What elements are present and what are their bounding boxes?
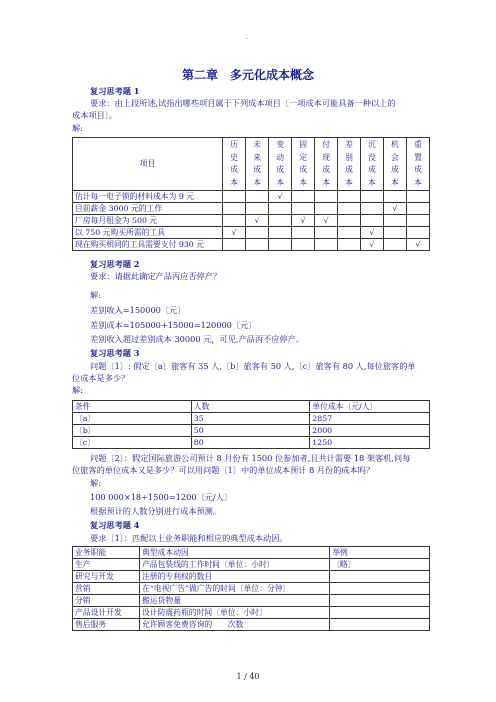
table-cell: 分销 xyxy=(73,595,140,607)
q3-calculation: 100 000×18÷1500=1200〔元/人〕 xyxy=(90,492,233,502)
header-char: 机 xyxy=(391,140,399,149)
check-mark-cell xyxy=(292,239,315,251)
header-char: 成 xyxy=(253,165,261,174)
header-char: 变 xyxy=(276,140,285,149)
q1-answer-label: 解: xyxy=(72,123,83,133)
column-header: 典型成本动因 xyxy=(140,547,330,559)
table-cell: 35 xyxy=(191,413,309,425)
check-mark-cell xyxy=(315,203,338,215)
table-row xyxy=(73,203,430,215)
header-char: 动 xyxy=(276,152,285,162)
header-char: 成 xyxy=(322,165,331,174)
check-mark-cell xyxy=(338,203,361,215)
q2-heading: 复习思考题 2 xyxy=(90,259,140,269)
header-char: 成 xyxy=(391,165,399,174)
check-mark-cell: √ xyxy=(360,227,383,239)
unit-cost-table xyxy=(72,400,430,449)
check-mark-cell: √ xyxy=(269,191,292,203)
row-label: 估计每一电子锁的材料成本为 9 元 xyxy=(73,191,223,203)
check-mark-cell xyxy=(246,203,269,215)
q1-requirement-line1: 要求：由上段所述,试指出哪些项目属于下列成本项目〔一项成本可能具备一种以上的 xyxy=(90,98,396,108)
check-mark-cell xyxy=(360,215,383,227)
table-row xyxy=(73,437,430,449)
cost-type-header xyxy=(292,138,315,191)
row-label: 现在购买相同的工具需要支付 930 元 xyxy=(73,239,223,251)
check-mark-cell xyxy=(246,239,269,251)
header-dot: . xyxy=(246,34,248,41)
q3-heading: 复习思考题 3 xyxy=(90,348,140,358)
check-mark-cell: √ xyxy=(292,215,315,227)
header-char: 付 xyxy=(322,140,331,149)
check-mark-cell xyxy=(223,203,246,215)
cost-type-header xyxy=(223,138,246,191)
table-cell: 在“电视广告”做广告的时间〔单位：分钟〕 xyxy=(140,583,330,595)
table-cell: 〔a〕 xyxy=(73,413,192,425)
table-cell: 〔c〕 xyxy=(73,437,192,449)
table-row xyxy=(73,559,430,571)
cost-driver-table xyxy=(72,546,430,631)
header-char: 成 xyxy=(414,165,422,174)
table-cell: 注册的专利权的数目 xyxy=(140,571,330,583)
column-header: 举例 xyxy=(330,547,430,559)
check-mark-cell: √ xyxy=(223,227,246,239)
header-char: 定 xyxy=(299,152,308,162)
check-mark-cell xyxy=(315,227,338,239)
header-char: 本 xyxy=(368,177,376,187)
row-label: 以 750 元购买所需的工具 xyxy=(73,227,223,239)
header-char: 本 xyxy=(345,177,353,187)
check-mark-cell xyxy=(360,203,383,215)
check-mark-cell xyxy=(269,215,292,227)
header-char: 沉 xyxy=(368,140,376,149)
header-char: 史 xyxy=(230,152,238,162)
table-cell: 〔b〕 xyxy=(73,425,192,437)
table-cell xyxy=(330,619,430,631)
table-row xyxy=(73,607,430,619)
check-mark-cell xyxy=(223,191,246,203)
check-mark-cell xyxy=(338,227,361,239)
check-mark-cell: √ xyxy=(315,215,338,227)
table-cell: 允许顾客免费咨询的 次数 xyxy=(140,619,330,631)
q3-note: 根据预计的人数分别进行成本预测。 xyxy=(90,506,222,516)
table-cell xyxy=(330,595,430,607)
header-char: 本 xyxy=(230,177,238,187)
q1-heading: 复习思考题 1 xyxy=(90,86,140,96)
row-label: 目前薪金 3000 元的工作 xyxy=(73,203,223,215)
cost-type-header xyxy=(269,138,292,191)
table-cell xyxy=(330,583,430,595)
table-cell: 营销 xyxy=(73,583,140,595)
table-cell: 2857 xyxy=(310,413,430,425)
table-cell: 产品设计开发 xyxy=(73,607,140,619)
check-mark-cell: √ xyxy=(246,215,269,227)
column-header: 业务职能 xyxy=(73,547,140,559)
column-header: 条件 xyxy=(73,401,192,413)
header-char: 成 xyxy=(276,165,285,174)
check-mark-cell xyxy=(246,227,269,239)
row-label: 厂房每月租金为 500 元 xyxy=(73,215,223,227)
q3-question2-line1: 问题〔2〕：假定国际旅游公司预计 8 月份有 1500 位参加者,且共计需要 18 架客机,问每 xyxy=(90,453,411,463)
table-row xyxy=(73,191,430,203)
check-mark-cell xyxy=(292,191,315,203)
cost-type-header xyxy=(246,138,269,191)
table-header-row xyxy=(73,138,430,191)
table-row xyxy=(73,619,430,631)
table-row xyxy=(73,571,430,583)
check-mark-cell xyxy=(315,191,338,203)
check-mark-cell: √ xyxy=(383,203,406,215)
item-header-cell: 项目 xyxy=(73,138,223,191)
page-title: 第二章 多元化成本概念 xyxy=(181,68,314,82)
header-char: 本 xyxy=(253,177,261,187)
table-cell: 2000 xyxy=(310,425,430,437)
header-char: 差 xyxy=(345,140,353,149)
q3-answer2-label: 解: xyxy=(90,478,101,488)
check-mark-cell xyxy=(223,215,246,227)
table-cell xyxy=(330,571,430,583)
header-char: 本 xyxy=(276,177,285,187)
table-cell: 生产 xyxy=(73,559,140,571)
table-row xyxy=(73,413,430,425)
table-row xyxy=(73,583,430,595)
q3-answer-label: 解: xyxy=(72,385,83,395)
q1-requirement-line2: 成本项目〕。 xyxy=(72,110,118,120)
header-char: 重 xyxy=(414,140,422,149)
check-mark-cell xyxy=(269,203,292,215)
table-row xyxy=(73,595,430,607)
header-char: 固 xyxy=(299,140,308,149)
table-cell: 1250 xyxy=(310,437,430,449)
check-mark-cell xyxy=(360,191,383,203)
check-mark-cell xyxy=(383,191,406,203)
header-char: 历 xyxy=(230,140,238,149)
check-mark-cell xyxy=(246,191,269,203)
cost-type-header xyxy=(338,138,361,191)
q2-diff-revenue: 差别收入=150000〔元〕 xyxy=(90,305,186,315)
check-mark-cell xyxy=(406,215,429,227)
check-mark-cell: √ xyxy=(360,239,383,251)
header-char: 没 xyxy=(368,152,376,162)
cost-type-header xyxy=(360,138,383,191)
table-cell: 设计防震药瓶的时间〔单位：小时〕 xyxy=(140,607,330,619)
check-mark-cell xyxy=(383,239,406,251)
header-char: 成 xyxy=(299,165,308,174)
check-mark-cell: √ xyxy=(406,239,429,251)
check-mark-cell xyxy=(406,203,429,215)
header-char: 本 xyxy=(391,177,399,187)
cost-type-header xyxy=(315,138,338,191)
column-header: 单位成本〔元/人〕 xyxy=(310,401,430,413)
cost-type-header xyxy=(406,138,429,191)
table-header-row xyxy=(73,547,430,559)
table-row xyxy=(73,239,430,251)
check-mark-cell xyxy=(383,227,406,239)
cost-classification-table xyxy=(72,137,430,251)
header-char: 置 xyxy=(414,152,422,162)
header-char: 成 xyxy=(230,165,238,174)
header-char: 成 xyxy=(345,165,353,174)
header-char: 来 xyxy=(253,152,261,162)
table-cell: 50 xyxy=(191,425,309,437)
page-number: 1 / 40 xyxy=(236,672,260,681)
check-mark-cell xyxy=(292,203,315,215)
table-cell: 产品包装线的工作时间〔单位：小时〕 xyxy=(140,559,330,571)
header-char: 成 xyxy=(368,165,376,174)
q2-conclusion: 差别收入超过差别成本 30000 元，可见,产品丙不应停产。 xyxy=(90,334,304,344)
header-char: 现 xyxy=(322,152,331,162)
check-mark-cell xyxy=(223,239,246,251)
table-cell: 售后服务 xyxy=(73,619,140,631)
q4-requirement: 要求〔1〕：匹配以上业务职能和相应的典型成本动因。 xyxy=(90,533,288,543)
q3-question2-line2: 位旅客的单位成本又是多少？可以用问题〔1〕中的单位成本预计 8 月份的成本吗？ xyxy=(72,465,375,475)
table-row xyxy=(73,215,430,227)
q4-heading: 复习思考题 4 xyxy=(90,520,140,530)
header-char: 本 xyxy=(414,177,422,187)
check-mark-cell xyxy=(338,215,361,227)
header-char: 本 xyxy=(322,177,331,187)
table-row xyxy=(73,425,430,437)
cost-type-header xyxy=(383,138,406,191)
check-mark-cell xyxy=(292,227,315,239)
table-cell: 搬运货物量 xyxy=(140,595,330,607)
check-mark-cell xyxy=(338,239,361,251)
table-row xyxy=(73,227,430,239)
column-header: 人数 xyxy=(191,401,309,413)
table-cell: 80 xyxy=(191,437,309,449)
check-mark-cell xyxy=(269,227,292,239)
header-char: 会 xyxy=(391,152,399,162)
table-header-row xyxy=(73,401,430,413)
check-mark-cell xyxy=(406,227,429,239)
check-mark-cell xyxy=(406,191,429,203)
header-char: 未 xyxy=(253,140,261,149)
q2-answer-label: 解: xyxy=(90,290,101,300)
check-mark-cell xyxy=(383,215,406,227)
q2-requirement: 要求：请据此确定产品丙应否停产？ xyxy=(90,271,222,281)
table-cell xyxy=(330,607,430,619)
check-mark-cell xyxy=(315,239,338,251)
header-char: 本 xyxy=(299,177,308,187)
check-mark-cell xyxy=(338,191,361,203)
check-mark-cell xyxy=(269,239,292,251)
table-cell: 研究与开发 xyxy=(73,571,140,583)
q2-diff-cost: 差别成本=105000+15000=120000〔元〕 xyxy=(90,320,257,330)
table-cell: 〔略〕 xyxy=(330,559,430,571)
q3-question1-line1: 问题〔1〕: 假定〔a〕旅客有 35 人,〔b〕旅客有 50 人,〔c〕旅客有 80 人,每位旅客的单 xyxy=(90,361,416,371)
header-char: 别 xyxy=(345,152,353,162)
q3-question1-line2: 位成本是多少？ xyxy=(72,373,130,383)
